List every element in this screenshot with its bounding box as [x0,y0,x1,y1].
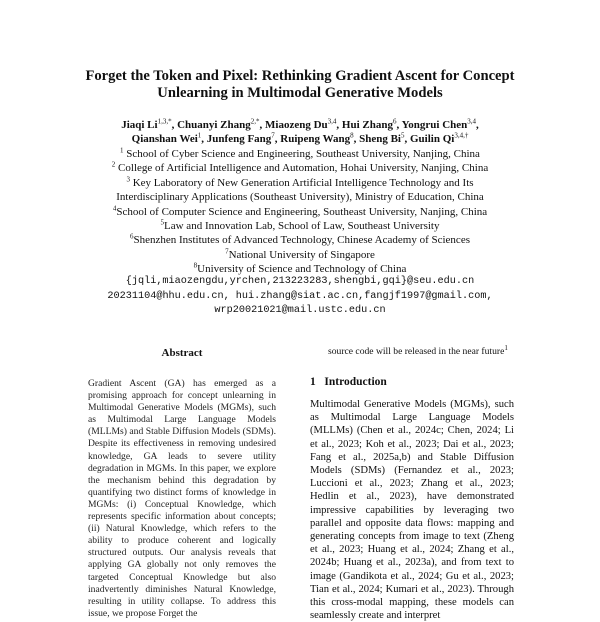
email-line: {jqli,miaozengdu,yrchen,213223283,shengbi,gqi}@seu.edu.cn [125,276,475,287]
author-affiliation-marker: 6 [392,117,397,126]
footnote-text: source code will be released in the near future [328,346,505,357]
author-affiliation-marker: 5 [401,131,405,140]
author-affiliation-marker: 1 [197,131,202,140]
author-affiliation-marker: 3,4 [327,117,337,126]
email-list [40,275,560,319]
footnote-continuation [310,343,514,358]
author-name: Miaozeng Du [265,119,328,131]
affiliation-number: 5 [160,218,165,227]
paper-title [60,68,540,102]
title-line-2: Unlearning in Multimodal Generative Models [157,85,443,101]
right-column [310,343,514,622]
affiliation-number: 2 [111,160,116,169]
affiliation-line [40,205,560,219]
email-line: wrp20021021@mail.ustc.edu.cn [214,305,386,317]
author-name: Guilin Qi [410,133,455,145]
affiliation-text: School of Computer Science and Engineering, Southeast University, Nanjing, China [116,205,488,218]
affiliation-line [40,248,560,262]
author-affiliation-marker: 1,3,* [157,117,172,126]
section-heading [310,375,514,389]
abstract-heading: Abstract [161,347,203,359]
author-name: Ruipeng Wang [280,133,351,145]
author-name: Jiaqi Li [121,119,158,131]
affiliation-text: Interdisciplinary Applications (Southeast University), Ministry of Education, China [116,191,484,204]
affiliation-text: Shenzhen Institutes of Advanced Technology, Chinese Academy of Sciences [133,234,470,247]
author-affiliation-marker: 7 [271,131,275,140]
affiliation-line [40,219,560,233]
affiliation-number: 4 [112,203,117,212]
author-affiliation-marker: 3,4,† [454,131,469,140]
author-list [40,118,560,146]
title-line-1: Forget the Token and Pixel: Rethinking Gradient Ascent for Concept [85,68,515,84]
affiliation-line [40,147,560,161]
introduction-body: Multimodal Generative Models (MGMs), such as Multimodal Large Language Models (MLLMs) (Chen et al., 2024c; Chen, 2024; Li et al., 2023; Koh et al., 2023; Dai et al., 2023; Fang et al., 2025a,b) and Stable Diffusion Models (SDMs) (Fernandez et al., 2023; Luccioni et al., 2023; Zhang et al., 2023; Hedlin et al., 2023), have demonstrated impressive capabilities by leveraging two parallel and opposite data flows: mapping and generating concepts from image to text (Zheng et al., 2023; Huang et al., 2024; Zhang et al., 2024b; Huang et al., 2023a), and from text to image (Gandikota et al., 2024; Gu et al., 2023; Tian et al., 2024; Kumari et al., 2023). Through this cross-modal mapping, these models can seamlessly create and interpret [310,399,514,622]
section-number: 1 [310,376,316,388]
author-affiliation-marker: 8 [350,131,354,140]
affiliation-text: National University of Singapore [228,248,375,261]
affiliation-number: 3 [126,175,130,184]
author-affiliation-marker: 2,* [250,117,260,126]
affiliation-list [40,147,560,277]
affiliation-line [40,161,560,175]
footnote-marker: 1 [504,343,508,352]
section-title: Introduction [324,376,387,388]
author-name: Chuanyi Zhang [177,119,251,131]
author-line: Jiaqi $Li^{1,3,*}$, Chuanyi Zhang$^{2,*}$, Miaozeng Du$^{3,4}$, Hui Zhang$^6$, Yongrui Chen$^{3,4}$, [121,117,479,131]
affiliation-number: 6 [130,232,134,241]
affiliation-text: Law and Innovation Lab, School of Law, Southeast University [164,220,440,233]
affiliation-line [40,176,560,190]
affiliation-number: 8 [193,261,198,270]
affiliation-number: 7 [225,247,229,256]
affiliation-line [40,190,560,204]
author-name: Hui Zhang [341,119,393,131]
author-name: Qianshan Wei [131,133,198,145]
author-name: Sheng Bi [359,133,401,145]
affiliation-line [40,233,560,247]
author-name: Junfeng Fang [206,133,272,145]
affiliation-text: College of Artificial Intelligence and Automation, Hohai University, Nanjing, China [115,162,489,175]
author-line: Qianshan Wei$^1$, Junfeng Fang$^7$, Ruipeng Wang$^8$, Sheng Bi$^5$, Guilin $Qi^{3,4,\dagger}$ [131,131,469,145]
affiliation-text: School of Cyber Science and Engineering, Southeast University, Nanjing, China [123,148,480,160]
email-line: 20231104@hhu.edu.cn, hui.zhang@siat.ac.cn,fangjf1997@gmail.com, [107,290,493,302]
affiliation-text: University of Science and Technology of China [197,263,407,276]
author-name: Yongrui Chen [401,119,468,131]
author-affiliation-marker: 3,4 [467,117,477,126]
abstract-body: Gradient Ascent (GA) has emerged as a promising approach for concept unlearning in Multimodal Generative Models (MGMs), such as Multimodal Large Language Models (MLLMs) and Stable Diffusion Models (SDMs). Despite its effectiveness in removing undesired knowledge, GA leads to severe utility degradation in MGMs. In this paper, we explore the mechanism behind this degradation by quantifying two distinct forms of knowledge in MGMs: (i) Conceptual Knowledge, which represents specific information about concepts; (ii) Natural Knowledge, which refers to the ability to produce coherent and logically structured outputs. Our analysis reveals that applying GA globally not only removes the targeted Conceptual Knowledge but also inadvertently diminishes Natural Knowledge, resulting in utility collapse. To address this issue, we propose Forget the [88,378,276,619]
affiliation-text: Key Laboratory of New Generation Artificial Intelligence Technology and Its [129,176,474,189]
affiliation-number: 1 [120,146,124,155]
